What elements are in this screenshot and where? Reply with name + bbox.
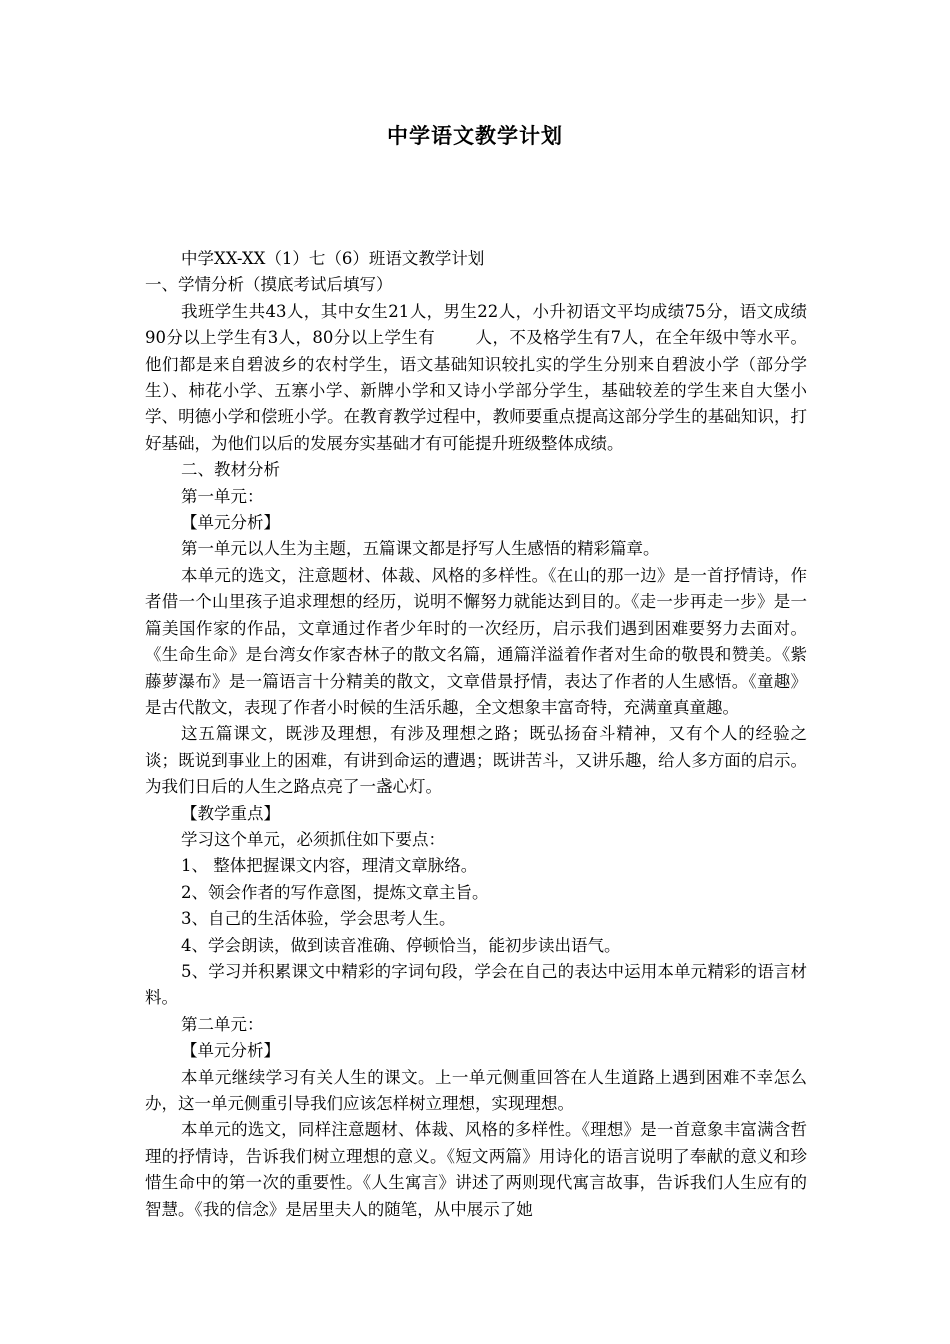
section-1-text-b: 人，不及格学生有7人，在全年级中等水平。他们都是来自碧波乡的农村学生，语文基础知识较扎实的学生分别来自碧波小学（部分学生）、柿花小学、五寨小学、新牌小学和又诗小学部分学生，基础较差的学生来自大堡小学、明德小学和偿班小学。在教育教学过程中，教师要重点提高这部分学生的基础知识，打好基础，为他们以后的发展夯实基础才有可能提升班级整体成绩。	[145, 328, 807, 453]
unit-2-analysis-paragraph: 本单元的选文，同样注意题材、体裁、风格的多样性。《理想》是一首意象丰富满含哲理的抒情诗，告诉我们树立理想的意义。《短文两篇》用诗化的语言说明了奉献的意义和珍惜生命中的第一次的重要性。《人生寓言》讲述了两则现代寓言故事，告诉我们人生应有的智慧。《我的信念》是居里夫人的随笔，从中展示了她	[145, 1120, 807, 1219]
unit-1-analysis-paragraph: 这五篇课文，既涉及理想，有涉及理想之路；既弘扬奋斗精神，又有个人的经验之谈；既说到事业上的困难，有讲到命运的遭遇；既讲苦斗，又讲乐趣，给人多方面的启示。为我们日后的人生之路点亮了一盏心灯。	[145, 724, 807, 797]
heading-line: 中学XX-XX（1）七（6）班语文教学计划	[181, 249, 485, 268]
unit-2-label: 第二单元：	[181, 1014, 264, 1034]
document-title: 中学语文教学计划	[387, 124, 563, 148]
unit-1-analysis-paragraph: 第一单元以人生为主题，五篇课文都是抒写人生感悟的精彩篇章。	[181, 539, 660, 559]
focus-list-item: 3、自己的生活体验，学会思考人生。	[181, 909, 456, 929]
focus-list-item: 4、学会朗读，做到读音准确、停顿恰当，能初步读出语气。	[181, 935, 621, 955]
unit-2-analysis-label: 【单元分析】	[181, 1041, 280, 1061]
focus-list-item: 5、学习并积累课文中精彩的字词句段，学会在自己的表达中运用本单元精彩的语言材料。	[145, 961, 807, 1008]
unit-1-analysis-paragraph: 本单元的选文，注意题材、体裁、风格的多样性。《在山的那一边》是一首抒情诗，作者借一个山里孩子追求理想的经历，说明不懈努力就能达到目的。《走一步再走一步》是一篇美国作家的作品，文章通过作者少年时的一次经历，启示我们遇到困难要努力去面对。《生命生命》是台湾女作家杏林子的散文名篇，通篇洋溢着作者对生命的敬畏和赞美。《紫藤萝瀑布》是一篇语言十分精美的散文，文章借景抒情，表达了作者的人生感悟。《童趣》是古代散文，表现了作者小时候的生活乐趣，全文想象丰富奇特，充满童真童趣。	[145, 565, 807, 717]
section-title-1: 一、学情分析（摸底考试后填写）	[145, 275, 393, 295]
unit-1-focus-intro: 学习这个单元，必须抓住如下要点：	[181, 829, 445, 849]
unit-1-analysis-label: 【单元分析】	[181, 513, 280, 533]
focus-list-item: 2、领会作者的写作意图，提炼文章主旨。	[181, 882, 489, 902]
section-1-text-a: 我班学生共43人，其中女生21人，男生22人，小升初语文平均成绩75分，语文成绩90分以上学生有3人，80分以上学生有	[145, 301, 807, 348]
focus-list-item: 1、 整体把握课文内容，理清文章脉络。	[181, 856, 478, 876]
section-1-paragraph	[145, 299, 807, 457]
unit-2-analysis-paragraph: 本单元继续学习有关人生的课文。上一单元侧重回答在人生道路上遇到困难不幸怎么办，这一单元侧重引导我们应该怎样树立理想，实现理想。	[145, 1067, 807, 1113]
unit-1-label: 第一单元：	[181, 486, 264, 506]
unit-1-focus-label: 【教学重点】	[181, 803, 280, 823]
document-body	[145, 246, 807, 1223]
section-title-2: 二、教材分析	[181, 460, 280, 480]
